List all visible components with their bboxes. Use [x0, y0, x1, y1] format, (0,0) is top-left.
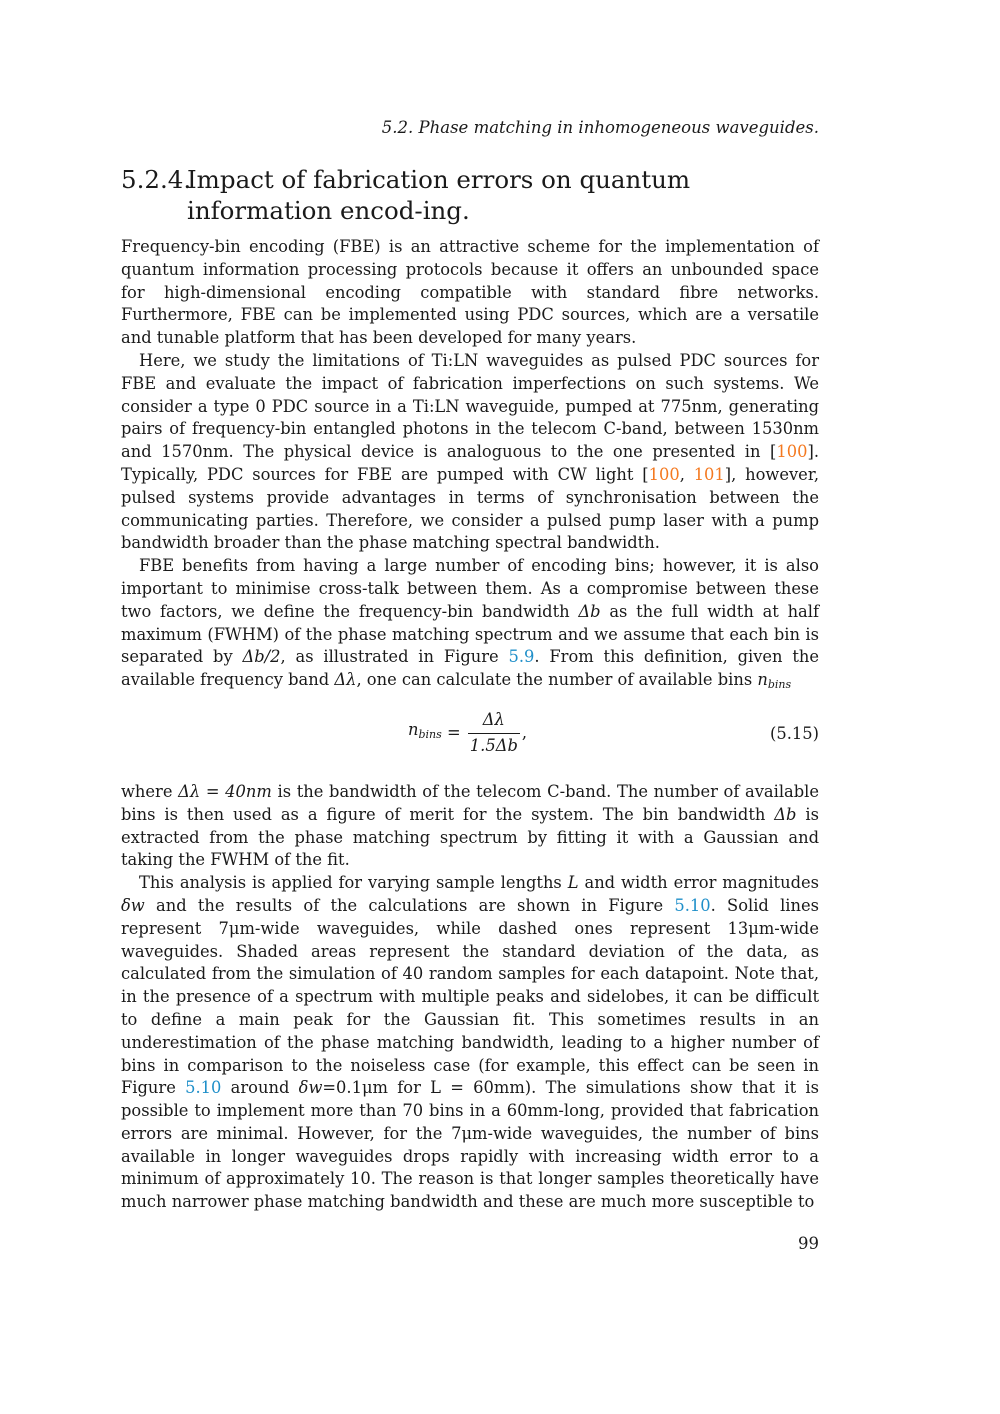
citation-separator: ,	[679, 464, 694, 484]
paragraph-3-text-d: . From this definition, given the available frequency band	[121, 647, 820, 690]
paragraph-1	[121, 236, 819, 350]
equation-body	[408, 709, 527, 758]
paragraph-3-text-c: , as illustrated in Figure	[280, 647, 509, 667]
paragraph-2-text-a: Here, we study the limitations of Ti:LN waveguides as pulsed PDC sources for FBE and evaluate the impact of fabrication imperfections on such systems. We consider a type 0 PDC source in a Ti:LN waveguide, pumped at 775nm, generating pairs of frequency-bin entangled photons in the telecom C-band, between 1530nm and 1570nm. The physical device is analoguous to the one presented in [	[121, 350, 819, 462]
section-title: Impact of fabrication errors on quantum information encod-ing.	[187, 165, 691, 225]
paragraph-5	[121, 872, 819, 1214]
paragraph-2-text-c: ], however, pulsed systems provide advantages in terms of synchronisation between the communicating parties. Therefore, we consider a pulsed pump laser with a pump bandwidth broader than the phase matching spectral bandwidth.	[121, 464, 819, 553]
equals-sign: =	[441, 722, 466, 742]
equation-lhs	[408, 719, 442, 747]
math-inline: Δλ	[334, 670, 357, 690]
citation-link[interactable]: 101	[693, 464, 725, 484]
paragraph-4	[121, 781, 819, 872]
section-heading	[121, 164, 819, 226]
math-base: n	[757, 670, 768, 690]
running-head: 5.2. Phase matching in inhomogeneous waveguides.	[381, 118, 819, 137]
paragraph-4-text-b: is the bandwidth of the telecom C-band. The number of available bins is then used as a figure of merit for the system. The bin bandwidth	[121, 781, 820, 824]
math-inline: Δb	[578, 601, 601, 621]
paragraph-2-text-b: ]. Typically, PDC sources for FBE are pumped with CW light [	[121, 442, 819, 484]
equation-comma: ,	[521, 722, 528, 742]
figure-link[interactable]: 5.9	[508, 647, 535, 667]
body-text	[121, 236, 819, 1214]
paragraph-5-text-f: =0.1μm for L = 60mm). The simulations show that it is possible to implement more than 70 bins in a 60mm-long, provided that fabrication errors are minimal. However, for the 7μm-wide waveguides, the number of bins available in longer waveguides drops rapidly with increasing width error to a minimum of approximately 10. The reason is that longer samples theoretically have much narrower phase matching bandwidth and these are much more susceptible to	[121, 1078, 819, 1212]
figure-link[interactable]: 5.10	[185, 1078, 222, 1098]
paragraph-5-text-a: This analysis is applied for varying sample lengths	[139, 873, 568, 893]
paragraph-3-text-e: , one can calculate the number of available bins	[356, 670, 758, 690]
section-number: 5.2.4.	[121, 165, 192, 194]
paragraph-3	[121, 555, 819, 697]
paragraph-5-text-c: and the results of the calculations are shown in Figure	[144, 895, 675, 915]
paragraph-2	[121, 350, 819, 555]
paragraph-4-text-c: is extracted from the phase matching spectrum by fitting it with a Gaussian and taking the FWHM of the fit.	[121, 804, 819, 870]
math-inline: L	[567, 873, 579, 893]
fraction	[468, 709, 520, 758]
math-inline: Δb	[774, 804, 797, 824]
page-number: 99	[798, 1234, 819, 1253]
figure-link[interactable]: 5.10	[674, 895, 711, 915]
math-inline	[757, 670, 792, 692]
paragraph-5-text-d: . Solid lines represent 7μm-wide waveguides, while dashed ones represent 13μm-wide waveguides. Shaded areas represent the standard deviation of the data, as calculated from the simulation of 40 random samples for each datapoint. Note that, in the presence of a spectrum with multiple peaks and sidelobes, it can be difficult to define a main peak for the Gaussian fit. This sometimes results in an underestimation of the phase matching bandwidth, leading to a higher number of bins in comparison to the noiseless case (for example, this effect can be seen in Figure	[121, 895, 819, 1098]
math-subscript: bins	[418, 728, 442, 742]
equation-number: (5.15)	[770, 723, 819, 743]
paragraph-4-text-a: where	[121, 781, 179, 801]
math-base: n	[408, 720, 419, 740]
paragraph-3-text-a: FBE benefits from having a large number of encoding bins; however, it is also important to minimise cross-talk between them. As a compromise between these two factors, we define the frequency-bin bandwidth	[121, 556, 819, 621]
display-equation	[121, 705, 819, 775]
math-inline: Δb/2	[242, 647, 281, 667]
math-inline: Δλ = 40nm	[178, 781, 272, 801]
paragraph-3-text-b: as the full width at half maximum (FWHM) of the phase matching spectrum and we assume that each bin is separated by	[121, 601, 819, 667]
paragraph-5-text-b: and width error magnitudes	[578, 873, 819, 893]
paragraph-1-text: Frequency-bin encoding (FBE) is an attractive scheme for the implementation of quantum information processing protocols because it offers an unbounded space for high-dimensional encoding compatible with standard fibre networks. Furthermore, FBE can be implemented using PDC sources, which are a versatile and tunable platform that has been developed for many years.	[121, 237, 819, 348]
citation-link[interactable]: 100	[776, 442, 808, 462]
fraction-denominator: 1.5Δb	[468, 733, 520, 758]
math-subscript: bins	[767, 678, 792, 692]
math-inline: δw	[298, 1078, 323, 1098]
fraction-numerator: Δλ	[482, 709, 505, 729]
paragraph-5-text-e: around	[221, 1078, 299, 1098]
citation-link[interactable]: 100	[648, 464, 680, 484]
math-inline: δw	[121, 895, 145, 915]
